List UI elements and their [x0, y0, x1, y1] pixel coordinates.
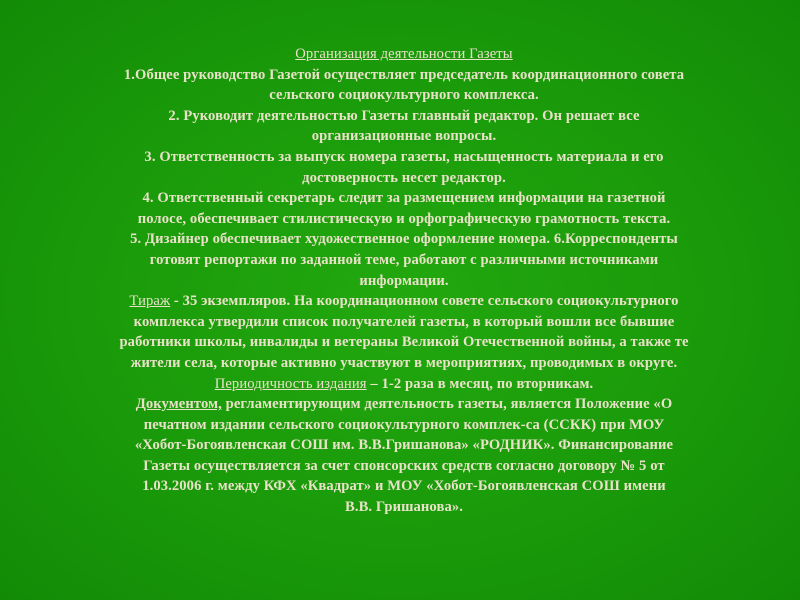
text-line: полосе, обеспечивает стилистическую и орфографическую грамотность текста.	[137, 210, 671, 227]
periodicity-label: Периодичность издания	[214, 375, 367, 392]
text-line: достоверность несет редактор.	[302, 169, 506, 186]
tirazh-label: Тираж	[129, 293, 171, 310]
text-line: комплекса утвердили список получателей газеты, в который вошли все бывшие	[133, 313, 675, 330]
text-line: 4. Ответственный секретарь следит за размещением информации на газетной	[142, 190, 666, 207]
document-line	[52, 394, 756, 415]
tirazh-text: - 35 экземпляров. На координационном совете сельского социокультурного	[170, 293, 679, 310]
text-line: 1.03.2006 г. между КФХ «Квадрат» и МОУ «Хобот-Богоявленская СОШ имени	[142, 478, 666, 495]
text-line: информации.	[359, 272, 449, 289]
text-line: В.В. Гришанова».	[345, 499, 463, 516]
document-label: Документом,	[135, 396, 222, 413]
slide-text-block	[52, 44, 756, 518]
tirazh-line	[52, 291, 756, 312]
slide-title: Организация деятельности Газеты	[295, 46, 513, 62]
text-line: организационные вопросы.	[311, 128, 497, 145]
text-line: готовят репортажи по заданной теме, работают с различными источниками	[149, 251, 659, 268]
text-line: работники школы, инвалиды и ветераны Великой Отечественной войны, а также те	[119, 334, 689, 351]
periodicity-line	[52, 374, 756, 395]
periodicity-text: – 1-2 раза в месяц, по вторникам.	[366, 375, 594, 392]
text-line: 1.Общее руководство Газетой осуществляет председатель координационного совета	[123, 66, 685, 83]
text-line: 3. Ответственность за выпуск номера газеты, насыщенность материала и его	[144, 148, 664, 165]
text-line: жители села, которые активно участвуют в мероприятиях, проводимых в округе.	[130, 354, 678, 371]
text-line: 5. Дизайнер обеспечивает художественное оформление номера. 6.Корреспонденты	[130, 231, 678, 248]
text-line: 2. Руководит деятельностью Газеты главный редактор. Он решает все	[168, 107, 640, 124]
text-line: печатном издании сельского социокультурного комплек-са (ССКК) при МОУ	[143, 416, 665, 433]
text-line: Газеты осуществляется за счет спонсорских средств согласно договору № 5 от	[143, 457, 665, 474]
text-line: сельского социокультурного комплекса.	[269, 87, 539, 104]
text-line: «Хобот-Богоявленская СОШ им. В.В.Гришанова» «РОДНИК». Финансирование	[134, 437, 674, 454]
document-text: регламентирующим деятельность газеты, является Положение «О	[221, 396, 673, 413]
